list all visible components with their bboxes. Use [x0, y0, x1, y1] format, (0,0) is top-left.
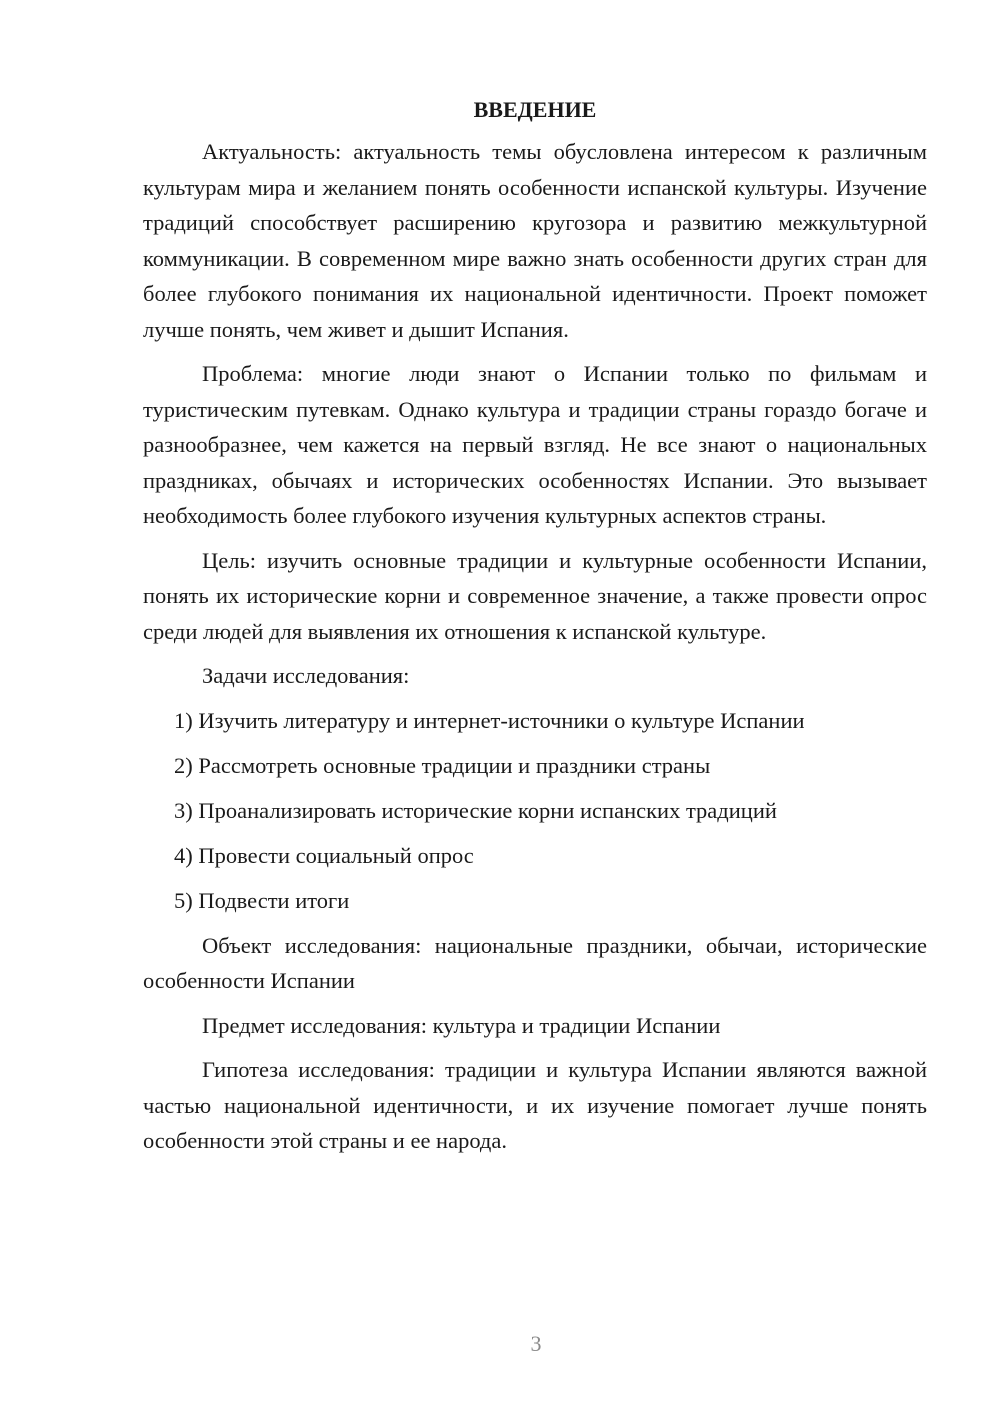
- paragraph-relevance: Актуальность: актуальность темы обусловлена интересом к различным культурам мира и желанием понять особенности испанской культуры. Изучение традиций способствует расширению кругозора и развитию межкультурной коммуникации. В современном мире важно знать особенности других стран для более глубокого понимания их национальной идентичности. Проект поможет лучше понять, чем живет и дышит Испания.: [143, 139, 927, 342]
- list-item: 5) Подвести итоги: [174, 887, 350, 913]
- paragraph-goal: Цель: изучить основные традиции и культурные особенности Испании, понять их исторические корни и современное значение, а также провести опрос среди людей для выявления их отношения к испанской культуре.: [143, 547, 927, 644]
- document-page: [143, 95, 927, 1168]
- paragraph-problem: Проблема: многие люди знают о Испании только по фильмам и туристическим путевкам. Однако культура и традиции страны гораздо богаче и разнообразнее, чем кажется на первый взгляд. Не все знают о национальных праздниках, обычаях и исторических особенностях Испании. Это вызывает необходимость более глубокого изучения культурных аспектов страны.: [143, 361, 927, 528]
- page-number: 3: [530, 1331, 542, 1356]
- paragraph-tasks-label: Задачи исследования:: [202, 663, 410, 688]
- list-item: 2) Рассмотреть основные традиции и праздники страны: [174, 752, 711, 778]
- list-item: 1) Изучить литературу и интернет-источники о культуре Испании: [174, 707, 805, 733]
- list-item: 3) Проанализировать исторические корни испанских традиций: [174, 797, 777, 823]
- tasks-list: [143, 703, 927, 919]
- section-heading: ВВЕДЕНИЕ: [473, 97, 597, 122]
- paragraph-object: Объект исследования: национальные праздники, обычаи, исторические особенности Испании: [143, 932, 927, 993]
- list-item: 4) Провести социальный опрос: [174, 842, 474, 868]
- paragraph-hypothesis: Гипотеза исследования: традиции и культура Испании являются важной частью национальной идентичности, и их изучение помогает лучше понять особенности этой страны и ее народа.: [143, 1057, 927, 1153]
- paragraph-subject: Предмет исследования: культура и традиции Испании: [202, 1012, 721, 1038]
